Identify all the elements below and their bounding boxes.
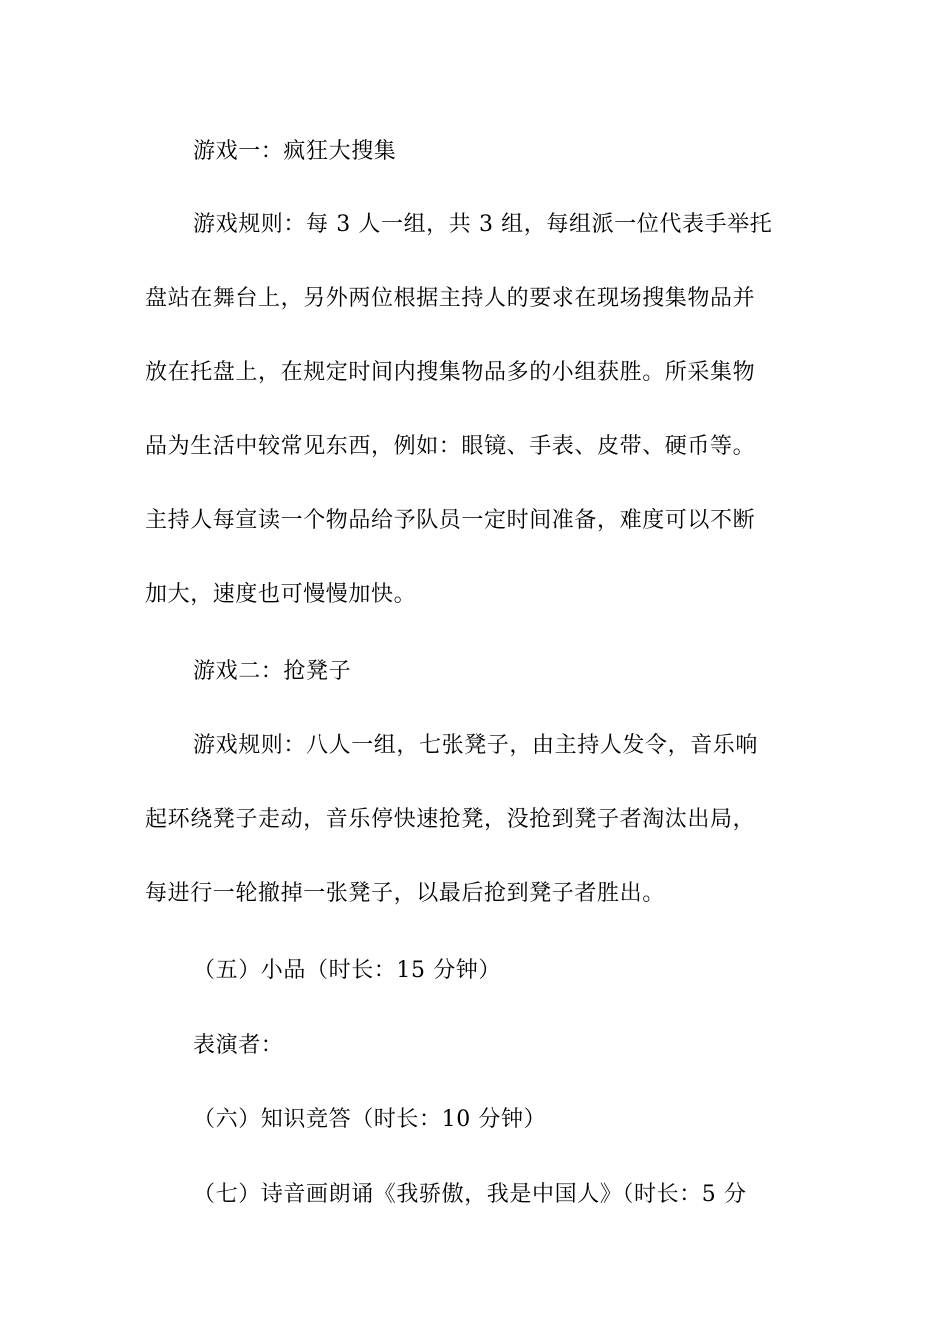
game-one-rules-line-5: 主持人每宣读一个物品给予队员一定时间准备，难度可以不断 xyxy=(145,508,756,533)
game-one-rules-line-6: 加大，速度也可慢慢加快。 xyxy=(145,582,417,607)
section-five-sketch: （五）小品（时长：15 分钟） xyxy=(193,958,501,983)
game-two-rules-line-1: 游戏规则：八人一组，七张凳子，由主持人发令，音乐响 xyxy=(193,733,759,758)
game-two-heading: 游戏二：抢凳子 xyxy=(193,659,352,684)
section-six-quiz: （六）知识竞答（时长：10 分钟） xyxy=(193,1107,547,1132)
game-one-rules-line-4: 品为生活中较常见东西，例如：眼镜、手表、皮带、硬币等。 xyxy=(145,434,756,459)
section-seven-recitation: （七）诗音画朗诵《我骄傲，我是中国人》（时长：5 分 xyxy=(193,1182,747,1207)
game-two-rules-line-3: 每进行一轮撤掉一张凳子，以最后抢到凳子者胜出。 xyxy=(145,881,665,906)
game-one-rules-line-3: 放在托盘上，在规定时间内搜集物品多的小组获胜。所采集物 xyxy=(145,360,756,385)
performers-label: 表演者： xyxy=(193,1033,284,1058)
game-one-rules-line-1: 游戏规则：每 3 人一组，共 3 组，每组派一位代表手举托 xyxy=(193,212,773,237)
game-one-rules-line-2: 盘站在舞台上，另外两位根据主持人的要求在现场搜集物品并 xyxy=(145,286,756,311)
game-two-rules-line-2: 起环绕凳子走动，音乐停快速抢凳，没抢到凳子者淘汰出局， xyxy=(145,807,756,832)
game-one-heading: 游戏一：疯狂大搜集 xyxy=(193,139,397,164)
